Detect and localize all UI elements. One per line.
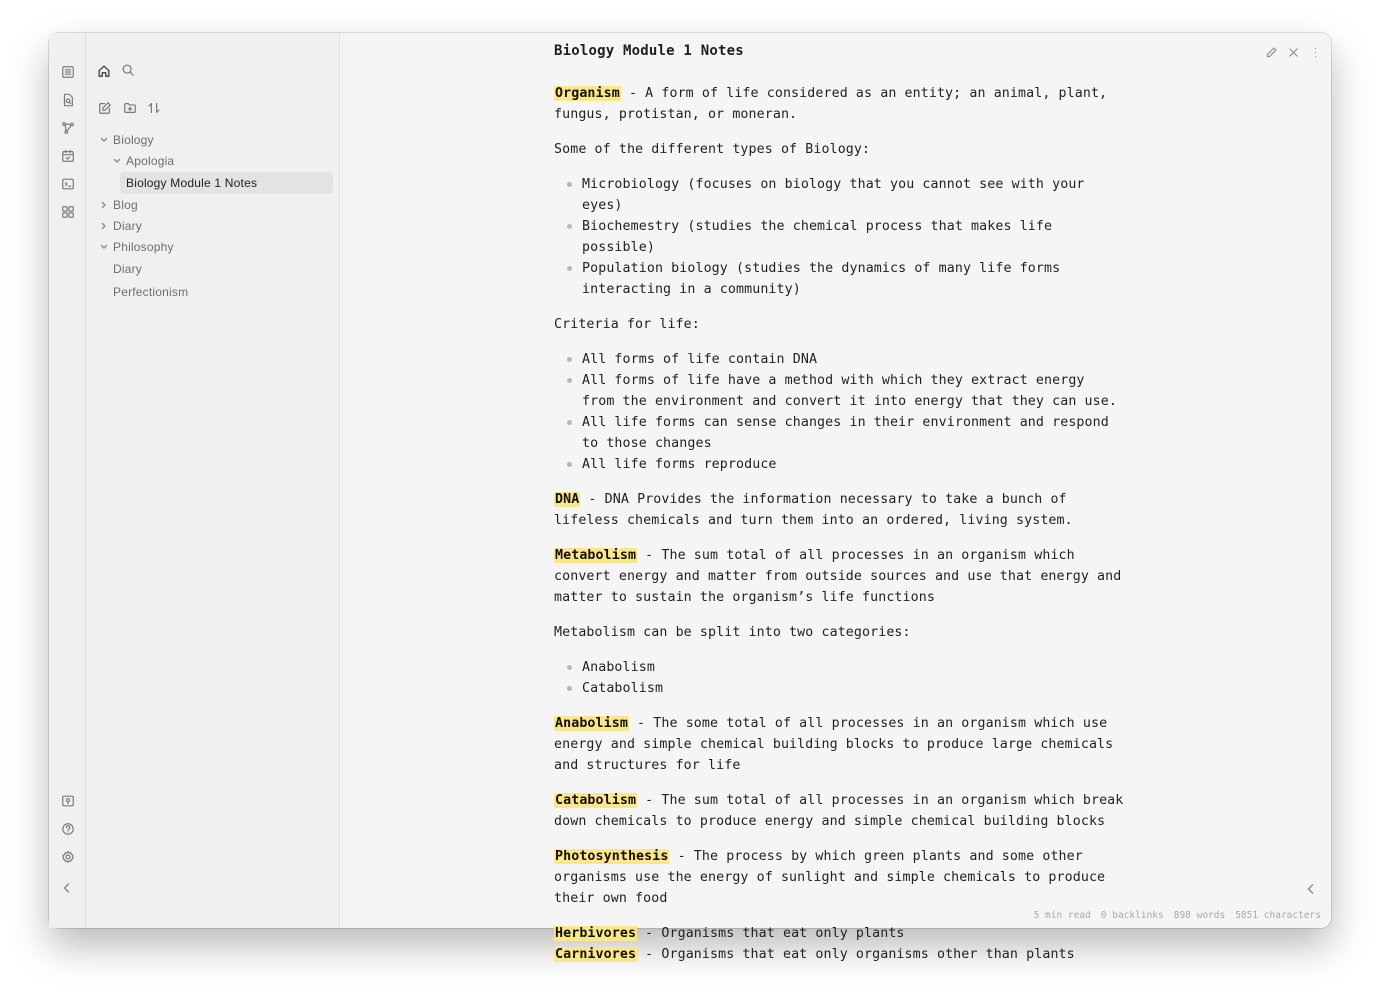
list-item: All life forms can sense changes in their environment and respond to those changes: [582, 412, 1124, 454]
app-window: [49, 33, 1331, 962]
highlighted-term: Herbivores: [555, 926, 637, 941]
list-item: Microbiology (focuses on biology that you cannot see with your eyes): [582, 174, 1124, 216]
highlighted-term: Photosynthesis: [555, 849, 669, 864]
status-bar: [1028, 910, 1321, 921]
chevron-down-icon: [99, 135, 109, 145]
page-title[interactable]: Biology Module 1 Notes: [554, 43, 744, 59]
paragraph: Metabolism - The sum total of all processes in an organism which convert energy and matter from outside sources and use that energy and matter to sustain the organism’s life functions: [554, 548, 1122, 605]
bullet-list: [554, 174, 1124, 300]
chevron-right-icon: [99, 221, 109, 231]
highlighted-term: DNA: [555, 492, 580, 507]
edit-icon[interactable]: [1263, 44, 1279, 60]
chevron-right-icon: [99, 200, 109, 210]
read-time: 5 min read: [1033, 910, 1091, 921]
list-item: All forms of life have a method with which they extract energy from the environment and convert it into energy that they can use.: [582, 370, 1124, 412]
new-folder-icon[interactable]: [122, 100, 138, 116]
sort-icon[interactable]: [146, 100, 162, 116]
list-item: Population biology (studies the dynamics of many life forms interacting in a community): [582, 258, 1124, 300]
list-item: Biochemestry (studies the chemical process that makes life possible): [582, 216, 1124, 258]
paragraph: Carnivores - Organisms that eat only organisms other than plants: [555, 947, 1075, 962]
tree-file-biology-module-1-notes[interactable]: Biology Module 1 Notes: [120, 172, 333, 194]
paragraph: Organism - A form of life considered as an entity; an animal, plant, fungus, protistan, or moneran.: [554, 86, 1108, 122]
chevron-down-icon: [99, 242, 109, 252]
paragraph: Criteria for life:: [554, 317, 700, 332]
paragraph: DNA - DNA Provides the information necessary to take a bunch of lifeless chemicals and turn them into an ordered, living system.: [554, 492, 1073, 528]
graph-icon[interactable]: [59, 119, 76, 136]
list-item: All forms of life contain DNA: [582, 349, 1124, 370]
highlighted-term: Carnivores: [555, 947, 637, 962]
tree-folder-philosophy[interactable]: Philosophy: [99, 236, 174, 258]
calendar-icon[interactable]: [59, 147, 76, 164]
help-icon[interactable]: [59, 820, 76, 837]
bullet-list: [554, 349, 1124, 475]
search-file-icon[interactable]: [59, 91, 76, 108]
paragraph: Catabolism - The sum total of all processes in an organism which break down chemicals to produce energy and simple chemical building blocks: [554, 793, 1124, 829]
highlighted-term: Metabolism: [555, 548, 637, 563]
editor-pane: [340, 33, 1331, 962]
vault-icon[interactable]: [59, 792, 76, 809]
word-count: 898 words: [1173, 910, 1226, 921]
settings-icon[interactable]: [59, 848, 76, 865]
list-item: Catabolism: [582, 678, 1124, 699]
tree-folder-blog[interactable]: Blog: [99, 194, 138, 216]
ribbon: [49, 33, 86, 928]
collapse-right-sidebar-icon[interactable]: [1305, 882, 1319, 896]
collapse-sidebar-icon[interactable]: [61, 881, 75, 895]
highlighted-term: Organism: [555, 86, 620, 101]
paragraph: Anabolism - The some total of all processes in an organism which use energy and simple chemical building blocks to produce large chemicals and structures for life: [554, 716, 1114, 773]
paragraph: Herbivores - Organisms that eat only plants: [555, 926, 905, 941]
file-explorer-icon[interactable]: [59, 63, 76, 80]
search-icon[interactable]: [120, 62, 136, 78]
tree-folder-diary[interactable]: Diary: [99, 215, 142, 237]
paragraph: Some of the different types of Biology:: [554, 142, 871, 157]
new-note-icon[interactable]: [97, 100, 113, 116]
note-content[interactable]: [554, 83, 1124, 965]
terminal-icon[interactable]: [59, 175, 76, 192]
chevron-down-icon: [112, 156, 122, 166]
plugins-icon[interactable]: [59, 203, 76, 220]
more-options-icon[interactable]: [1307, 44, 1323, 60]
character-count: 5851 characters: [1235, 910, 1321, 921]
list-item: All life forms reproduce: [582, 454, 1124, 475]
paragraph: Metabolism can be split into two categories:: [554, 625, 911, 640]
home-icon[interactable]: [96, 63, 112, 79]
file-explorer-sidebar: [86, 33, 340, 928]
highlighted-term: Anabolism: [555, 716, 628, 731]
tree-file-diary[interactable]: Diary: [113, 262, 143, 276]
list-item: Anabolism: [582, 657, 1124, 678]
tree-file-perfectionism[interactable]: Perfectionism: [113, 285, 189, 299]
bullet-list: [554, 657, 1124, 699]
highlighted-term: Catabolism: [555, 793, 637, 808]
backlinks-count[interactable]: 0 backlinks: [1100, 910, 1164, 921]
tree-folder-biology[interactable]: Biology: [99, 129, 154, 151]
paragraph: Photosynthesis - The process by which green plants and some other organisms use the energy of sunlight and simple chemicals to produce their own food: [554, 849, 1106, 906]
tree-folder-apologia[interactable]: Apologia: [112, 150, 174, 172]
close-icon[interactable]: [1285, 44, 1301, 60]
